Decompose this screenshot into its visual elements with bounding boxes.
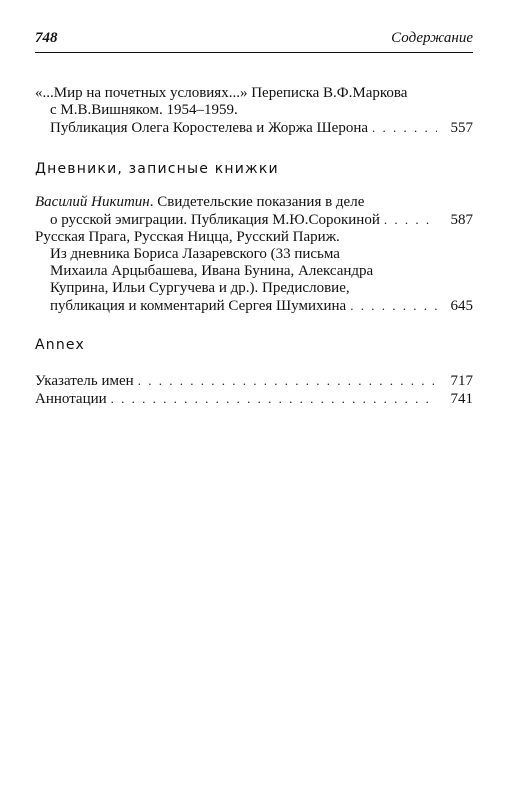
toc-entry-last-line	[35, 211, 473, 229]
toc-entry-line: Михаила Арцыбашева, Ивана Бунина, Александра	[50, 263, 374, 279]
toc-entry-line: Аннотации	[35, 391, 107, 407]
table-of-contents	[35, 85, 473, 408]
dot-leader	[350, 297, 437, 314]
toc-page-number: 741	[450, 391, 473, 407]
toc-entry-line: Из дневника Бориса Лазаревского (33 письма	[50, 246, 340, 262]
header-rule	[35, 52, 473, 53]
toc-entry-last-line	[35, 297, 473, 315]
toc-entry-line: Публикация Олега Коростелева и Жоржа Шерона	[50, 120, 369, 136]
running-head	[35, 30, 473, 47]
toc-page-number: 645	[450, 298, 473, 314]
toc-entry-last-line	[35, 390, 473, 408]
running-section-title: Содержание	[391, 30, 473, 46]
dot-leader	[384, 211, 437, 228]
toc-entry-name-index[interactable]	[35, 372, 473, 390]
toc-entry-lazarevsky[interactable]	[35, 229, 473, 315]
toc-entry-line: публикация и комментарий Сергея Шумихина	[50, 298, 347, 314]
dot-leader	[111, 390, 437, 407]
toc-entry-line: с М.В.Вишняком. 1954–1959.	[50, 102, 238, 118]
toc-entry-line: Русская Прага, Русская Ницца, Русский Париж.	[35, 229, 340, 245]
section-heading-annex: Annex	[35, 337, 85, 353]
dot-leader	[138, 372, 437, 389]
toc-entry-line	[35, 194, 473, 211]
toc-entry-line: Куприна, Ильи Сургучева и др.). Предисловие,	[50, 280, 350, 296]
toc-entry-author: Василий Никитин	[35, 194, 150, 210]
toc-entry-nikitin[interactable]	[35, 194, 473, 229]
toc-page-number: 587	[450, 212, 473, 228]
toc-entry-last-line	[35, 119, 473, 137]
toc-entry-line: «...Мир на почетных условиях...» Переписка В.Ф.Маркова	[35, 85, 408, 101]
toc-entry-annotations[interactable]	[35, 390, 473, 408]
dot-leader	[372, 119, 437, 136]
toc-entry-markov-vishnyak[interactable]	[35, 85, 473, 137]
section-heading-diaries: Дневники, записные книжки	[35, 161, 279, 177]
page-number: 748	[35, 30, 58, 46]
toc-entry-line: о русской эмиграции. Публикация М.Ю.Сорокиной	[50, 212, 380, 228]
toc-entry-last-line	[35, 372, 473, 390]
toc-page-number: 557	[450, 120, 473, 136]
toc-entry-text: . Свидетельские показания в деле	[149, 194, 365, 210]
toc-entry-line: Указатель имен	[35, 373, 134, 389]
toc-page-number: 717	[450, 373, 473, 389]
